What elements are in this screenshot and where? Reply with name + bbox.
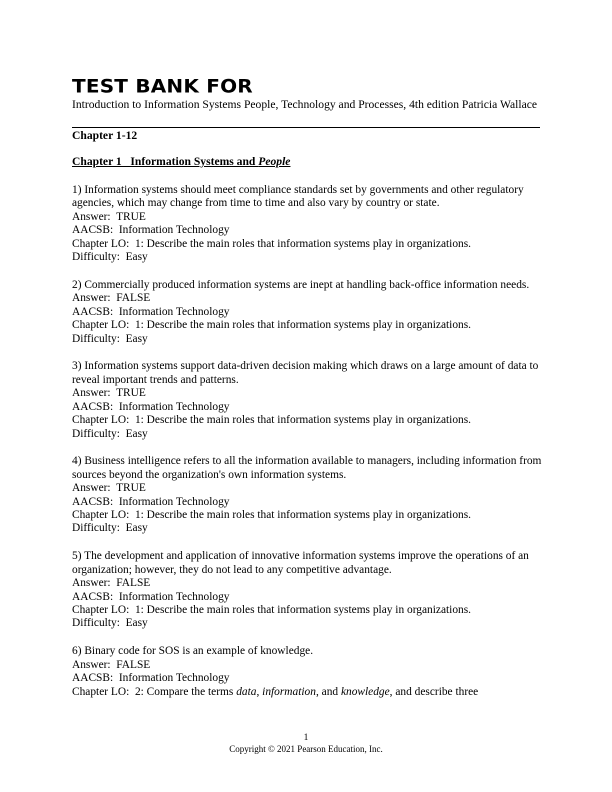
question-aacsb: AACSB: Information Technology: [72, 672, 230, 685]
question-text: 2) Commercially produced information systems are inept at handling back-office information needs.: [72, 278, 530, 291]
question-answer: Answer: TRUE: [72, 387, 146, 400]
question-difficulty: Difficulty: Easy: [72, 427, 148, 440]
question-aacsb: AACSB: Information Technology: [72, 495, 230, 508]
question-text: 3) Information systems support data-driven decision making which draws on a large amount of data to reveal important trends and patterns.: [72, 360, 542, 386]
question-chapter-lo: Chapter LO: 1: Describe the main roles that information systems play in organizations.: [72, 509, 472, 522]
question-aacsb: AACSB: Information Technology: [72, 590, 230, 603]
chapter-heading-text: Chapter 1 Information Systems and: [72, 155, 259, 168]
question-aacsb: AACSB: Information Technology: [72, 305, 230, 318]
question-list: [72, 184, 545, 713]
question-chapter-lo: Chapter LO: 1: Describe the main roles that information systems play in organizations.: [72, 237, 472, 250]
lo-text: Chapter LO: 2: Compare the terms: [72, 685, 237, 698]
question-item: [72, 279, 542, 346]
lo-term-knowledge: knowledge: [340, 685, 390, 698]
question-difficulty: Difficulty: Easy: [72, 332, 148, 345]
question-item: [72, 360, 542, 440]
question-answer: Answer: FALSE: [72, 292, 151, 305]
chapter-heading: [72, 155, 290, 169]
lo-term-data: data: [236, 685, 257, 698]
lo-text: , and describe three: [389, 685, 479, 698]
question-item: [72, 455, 545, 535]
question-text: 6) Binary code for SOS is an example of knowledge.: [72, 645, 314, 658]
header-divider: [72, 127, 540, 128]
question-answer: Answer: FALSE: [72, 658, 151, 671]
copyright-notice: Copyright © 2021 Pearson Education, Inc.: [229, 744, 383, 754]
question-aacsb: AACSB: Information Technology: [72, 400, 230, 413]
question-item: [72, 550, 542, 630]
question-chapter-lo: Chapter LO: 1: Describe the main roles that information systems play in organizations.: [72, 414, 472, 427]
question-aacsb: AACSB: Information Technology: [72, 224, 230, 237]
chapter-range: Chapter 1-12: [72, 129, 138, 142]
question-answer: Answer: FALSE: [72, 577, 151, 590]
question-answer: Answer: TRUE: [72, 210, 146, 223]
question-difficulty: Difficulty: Easy: [72, 251, 148, 264]
lo-text: , and: [315, 685, 341, 698]
question-difficulty: Difficulty: Easy: [72, 522, 148, 535]
document-title: TEST BANK FOR: [72, 75, 253, 98]
question-text: 1) Information systems should meet compliance standards set by governments and other regulatory agencies, which may change from time to time and also vary by country or state.: [72, 184, 527, 210]
lo-text: ,: [256, 685, 263, 698]
question-chapter-lo: Chapter LO: 1: Describe the main roles that information systems play in organizations.: [72, 603, 472, 616]
question-item: [72, 645, 542, 699]
question-difficulty: Difficulty: Easy: [72, 617, 148, 630]
book-subtitle: Introduction to Information Systems People, Technology and Processes, 4th edition Patricia Wallace: [72, 98, 538, 111]
question-item: [72, 184, 542, 264]
question-text: 4) Business intelligence refers to all the information available to managers, including information from sources beyond the organization's own information systems.: [72, 455, 545, 481]
lo-term-information: information: [262, 685, 316, 698]
question-chapter-lo: [72, 686, 542, 699]
question-chapter-lo: Chapter LO: 1: Describe the main roles that information systems play in organizations.: [72, 319, 472, 332]
question-answer: Answer: TRUE: [72, 482, 146, 495]
page-number: 1: [303, 733, 309, 743]
chapter-heading-emphasis: People: [258, 155, 291, 168]
question-text: 5) The development and application of innovative information systems improve the operations of an organization; however, they do not lead to any competitive advantage.: [72, 550, 532, 576]
